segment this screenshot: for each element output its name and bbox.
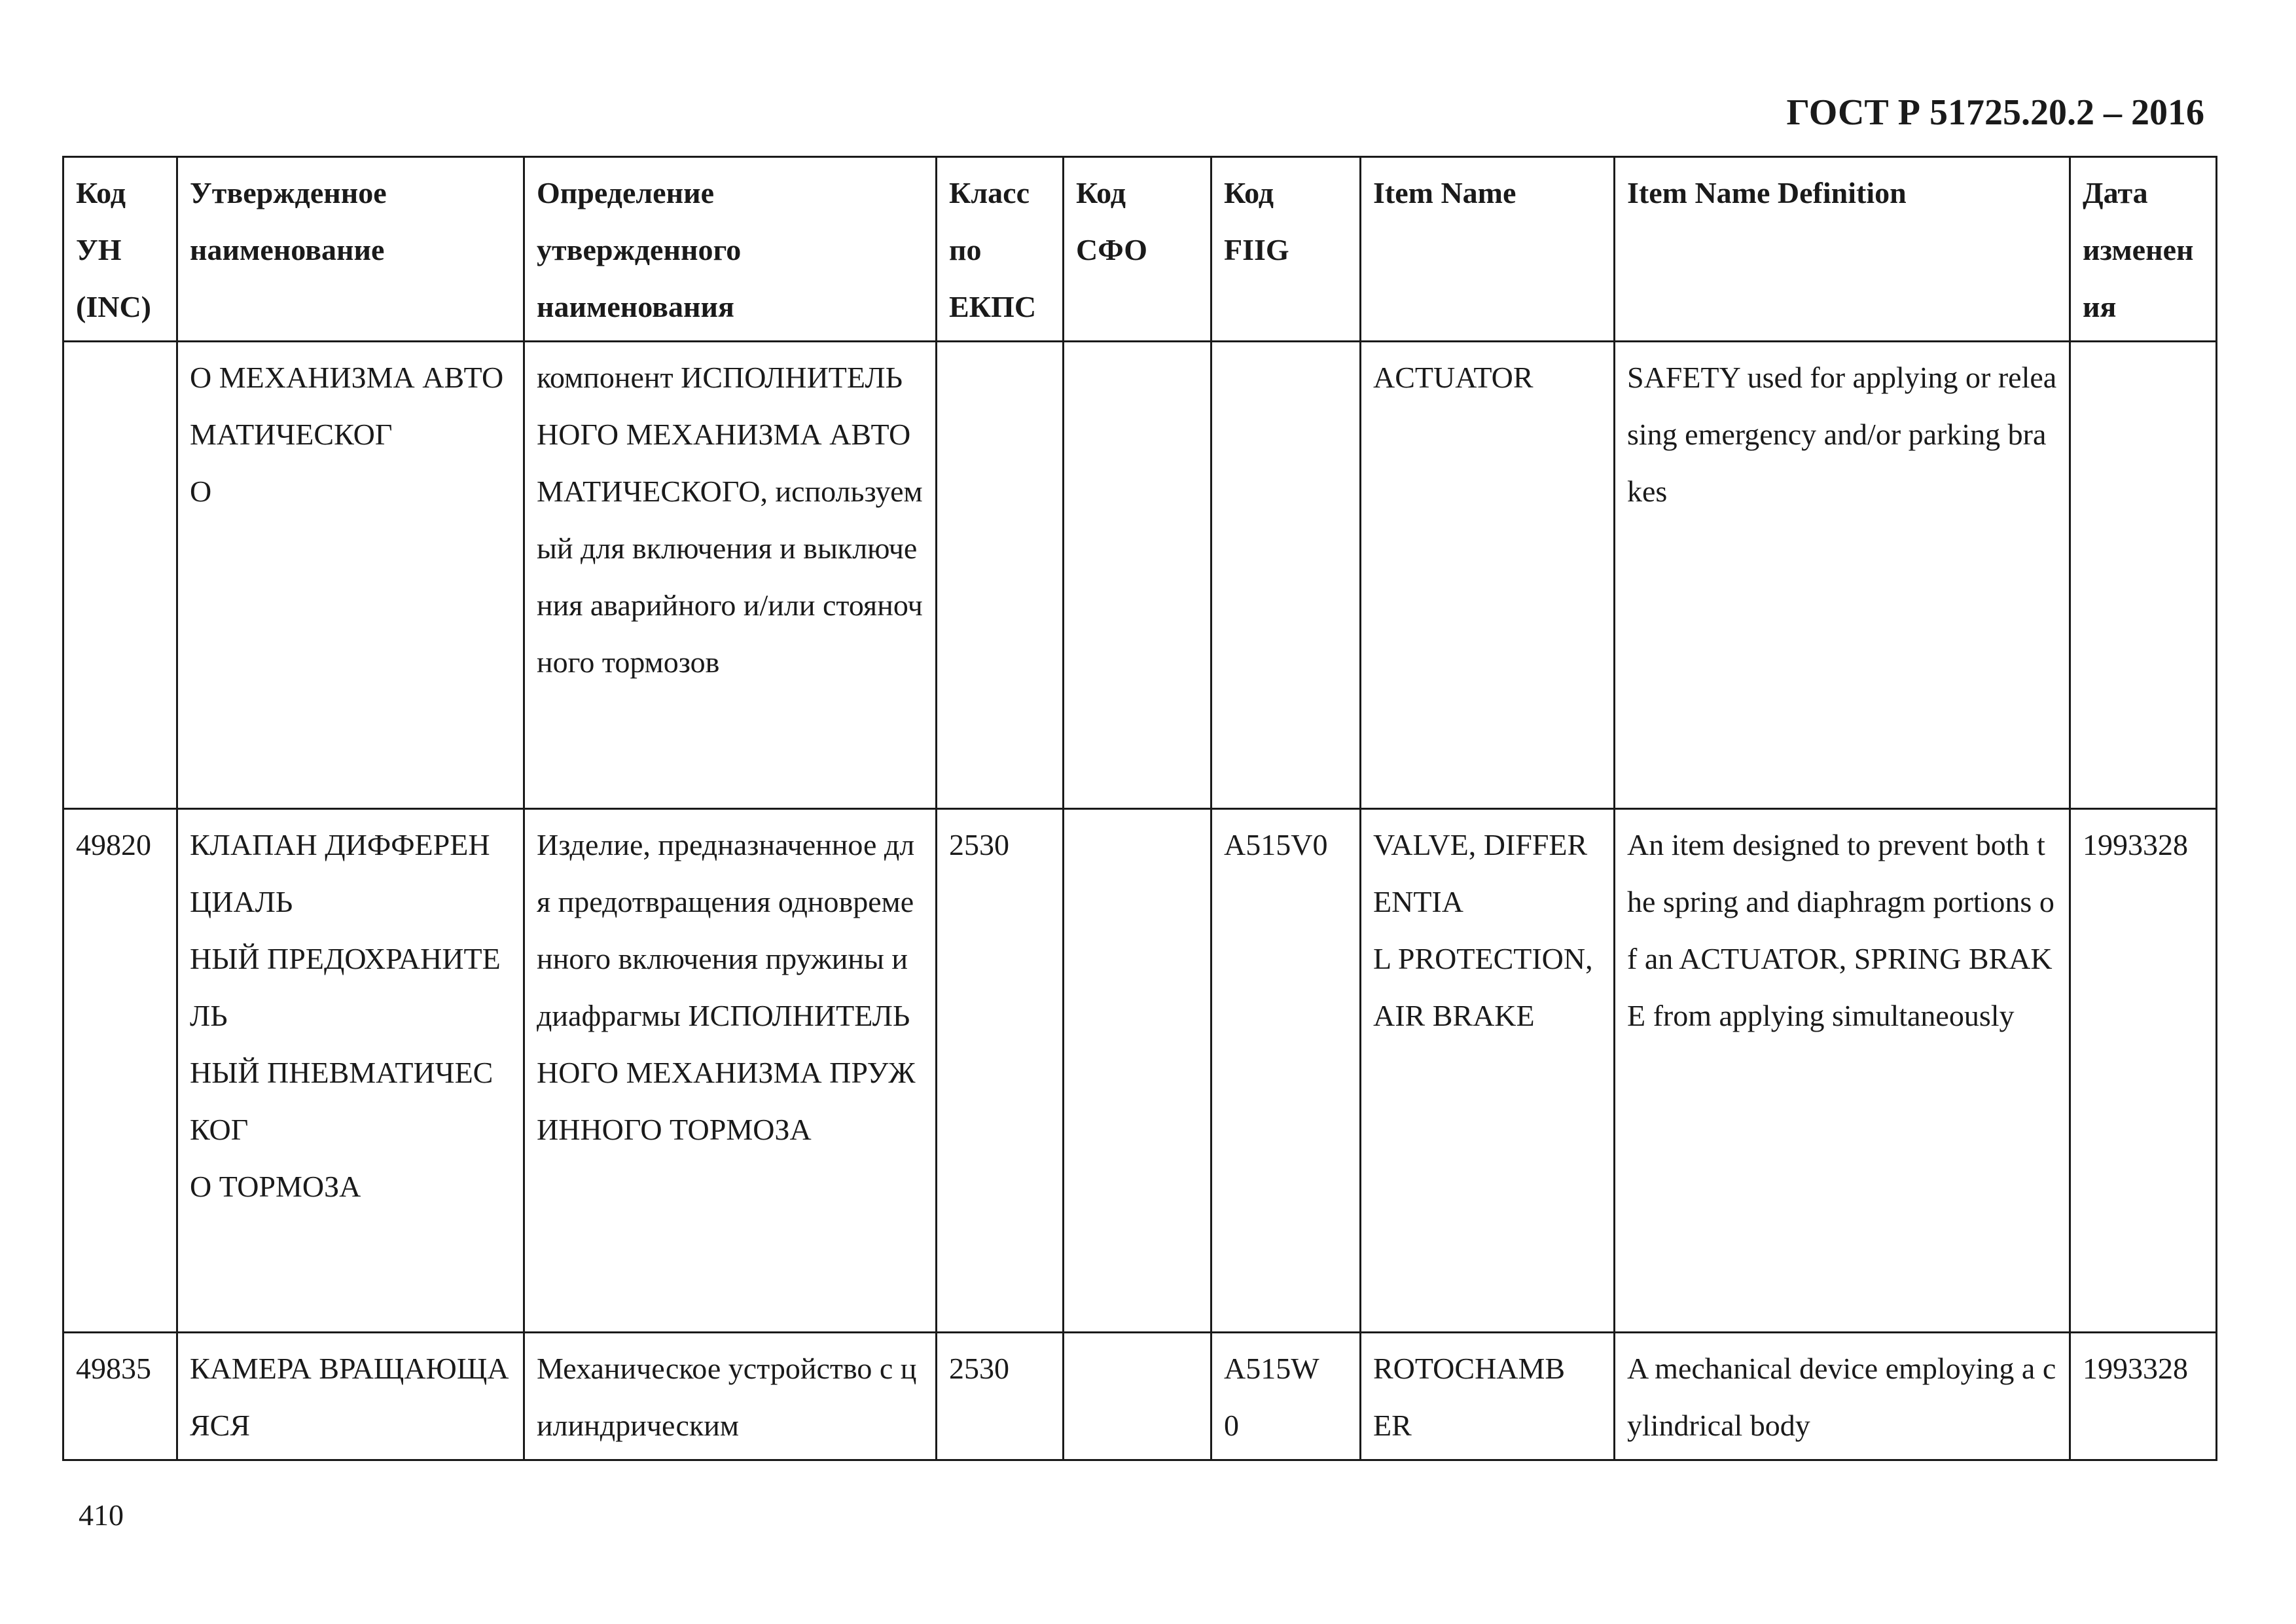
cell-approved-name: КАМЕРА ВРАЩАЮЩАЯСЯ xyxy=(177,1333,524,1460)
cell-approved-name: О МЕХАНИЗМА АВТОМАТИЧЕСКОГ О xyxy=(177,342,524,809)
cell-name-definition: Механическое устройство с цилиндрическим xyxy=(524,1333,937,1460)
cell-item-name-definition: A mechanical device employing a cylindrical body xyxy=(1615,1333,2070,1460)
cell-inc-code xyxy=(63,342,177,809)
cell-item-name-definition: An item designed to prevent both the spring and diaphragm portions of an ACTUATOR, SPRING BRAKE from applying simultaneously xyxy=(1615,809,2070,1333)
cell-fiig-code: A515V0 xyxy=(1211,809,1361,1333)
header-name-definition: Определение утвержденного наименования xyxy=(524,157,937,342)
cell-sfo-code xyxy=(1064,1333,1211,1460)
cell-name-definition: компонент ИСПОЛНИТЕЛЬНОГО МЕХАНИЗМА АВТОМАТИЧЕСКОГО, используемый для включения и выключения аварийного и/или стояночного тормозов xyxy=(524,342,937,809)
table-header-row xyxy=(63,157,2217,342)
cell-item-name: VALVE, DIFFERENTIA L PROTECTION, AIR BRAKE xyxy=(1361,809,1615,1333)
cell-ekps-class: 2530 xyxy=(937,809,1064,1333)
header-sfo-code: Код СФО xyxy=(1064,157,1211,342)
data-table xyxy=(62,156,2217,1461)
cell-fiig-code: A515W 0 xyxy=(1211,1333,1361,1460)
header-ekps-class: Класс по ЕКПС xyxy=(937,157,1064,342)
cell-sfo-code xyxy=(1064,342,1211,809)
header-inc-code: Код УН (INC) xyxy=(63,157,177,342)
table-row xyxy=(63,809,2217,1333)
cell-inc-code: 49820 xyxy=(63,809,177,1333)
cell-item-name: ROTOCHAMB ER xyxy=(1361,1333,1615,1460)
page-number: 410 xyxy=(79,1498,124,1532)
cell-ekps-class: 2530 xyxy=(937,1333,1064,1460)
cell-change-date xyxy=(2070,342,2217,809)
cell-approved-name: КЛАПАН ДИФФЕРЕНЦИАЛЬ НЫЙ ПРЕДОХРАНИТЕЛЬ НЫЙ ПНЕВМАТИЧЕСКОГ О ТОРМОЗА xyxy=(177,809,524,1333)
cell-name-definition: Изделие, предназначенное для предотвращения одновременного включения пружины и диафрагмы ИСПОЛНИТЕЛЬНОГО МЕХАНИЗМА ПРУЖИННОГО ТОРМОЗА xyxy=(524,809,937,1333)
document-code: ГОСТ Р 51725.20.2 – 2016 xyxy=(1786,92,2204,133)
cell-item-name-definition: SAFETY used for applying or releasing emergency and/or parking brakes xyxy=(1615,342,2070,809)
table-row xyxy=(63,1333,2217,1460)
cell-fiig-code xyxy=(1211,342,1361,809)
header-item-name-definition: Item Name Definition xyxy=(1615,157,2070,342)
cell-change-date: 1993328 xyxy=(2070,1333,2217,1460)
header-change-date: Дата изменен ия xyxy=(2070,157,2217,342)
header-approved-name: Утвержденное наименование xyxy=(177,157,524,342)
cell-ekps-class xyxy=(937,342,1064,809)
table-row xyxy=(63,342,2217,809)
header-fiig-code: Код FIIG xyxy=(1211,157,1361,342)
cell-sfo-code xyxy=(1064,809,1211,1333)
cell-item-name: ACTUATOR xyxy=(1361,342,1615,809)
cell-change-date: 1993328 xyxy=(2070,809,2217,1333)
header-item-name: Item Name xyxy=(1361,157,1615,342)
cell-inc-code: 49835 xyxy=(63,1333,177,1460)
